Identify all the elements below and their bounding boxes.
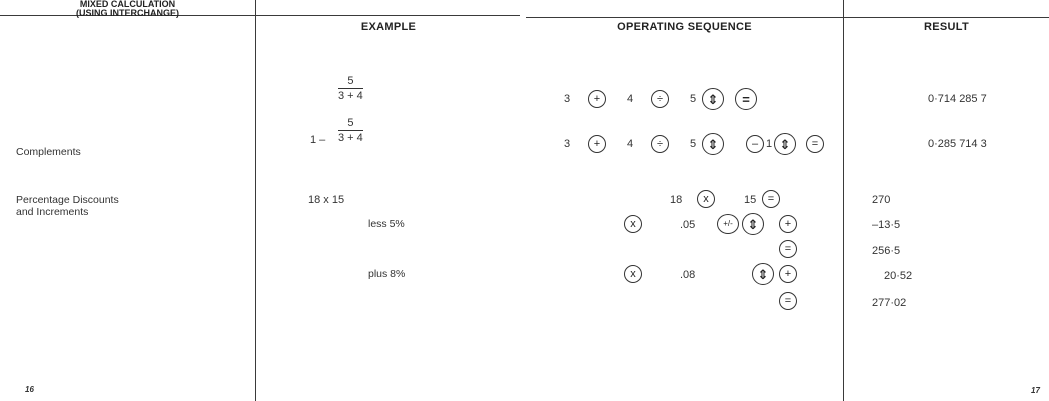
example-less-5: less 5% [368, 218, 405, 230]
plus-key-icon: + [588, 90, 606, 108]
example-prefix: 1 – [310, 134, 326, 146]
seq2-number: 4 [627, 138, 634, 150]
sign-change-key-icon: +/- [717, 214, 739, 234]
label-percentage-discounts: Percentage Discounts and Increments [16, 194, 119, 218]
result-1: 0·714 285 7 [928, 93, 987, 105]
interchange-key-icon: ⇕ [742, 213, 764, 235]
result-2: 0·285 714 3 [928, 138, 987, 150]
column-divider-2 [843, 0, 844, 401]
seq3-number: 18 [670, 194, 683, 206]
equals-key-icon: = [735, 88, 757, 110]
seq2-number: 5 [690, 138, 697, 150]
divide-key-icon: ÷ [651, 135, 669, 153]
header-mixed-calculation: MIXED CALCULATION (USING INTERCHANGE) [76, 0, 179, 18]
plus-key-icon: + [779, 265, 797, 283]
result-5: 256·5 [872, 245, 901, 257]
header-example: EXAMPLE [360, 21, 417, 33]
plus-key-icon: + [588, 135, 606, 153]
label-complements: Complements [16, 146, 81, 158]
seq1-number: 5 [690, 93, 697, 105]
equals-key-icon: = [779, 240, 797, 258]
interchange-key-icon: ⇕ [774, 133, 796, 155]
divide-key-icon: ÷ [651, 90, 669, 108]
interchange-key-icon: ⇕ [702, 88, 724, 110]
minus-key-icon: – [746, 135, 764, 153]
interchange-key-icon: ⇕ [702, 133, 724, 155]
example-fraction-2: 5 3 + 4 [338, 117, 363, 144]
equals-key-icon: = [779, 292, 797, 310]
header-result: RESULT [924, 21, 969, 33]
header-rule-right [526, 17, 1049, 18]
plus-key-icon: + [779, 215, 797, 233]
seq1-number: 4 [627, 93, 634, 105]
multiply-key-icon: x [624, 215, 642, 233]
seq3-number: 15 [744, 194, 757, 206]
result-6: 20·52 [884, 270, 913, 282]
example-fraction-1: 5 3 + 4 [338, 75, 363, 102]
seq2-number: 1 [766, 138, 773, 150]
seq6-number: .08 [680, 269, 696, 281]
result-4: –13·5 [872, 219, 901, 231]
multiply-key-icon: x [697, 190, 715, 208]
equals-key-icon: = [806, 135, 824, 153]
example-18x15: 18 x 15 [308, 194, 345, 206]
column-divider-1 [255, 0, 256, 401]
example-plus-8: plus 8% [368, 268, 406, 280]
result-7: 277·02 [872, 297, 907, 309]
interchange-key-icon: ⇕ [752, 263, 774, 285]
multiply-key-icon: x [624, 265, 642, 283]
equals-key-icon: = [762, 190, 780, 208]
seq1-number: 3 [564, 93, 571, 105]
result-3: 270 [872, 194, 891, 206]
page-number-left: 16 [25, 385, 34, 394]
seq2-number: 3 [564, 138, 571, 150]
header-operating-sequence: OPERATING SEQUENCE [617, 21, 752, 33]
page-number-right: 17 [1031, 386, 1040, 395]
seq4-number: .05 [680, 219, 696, 231]
